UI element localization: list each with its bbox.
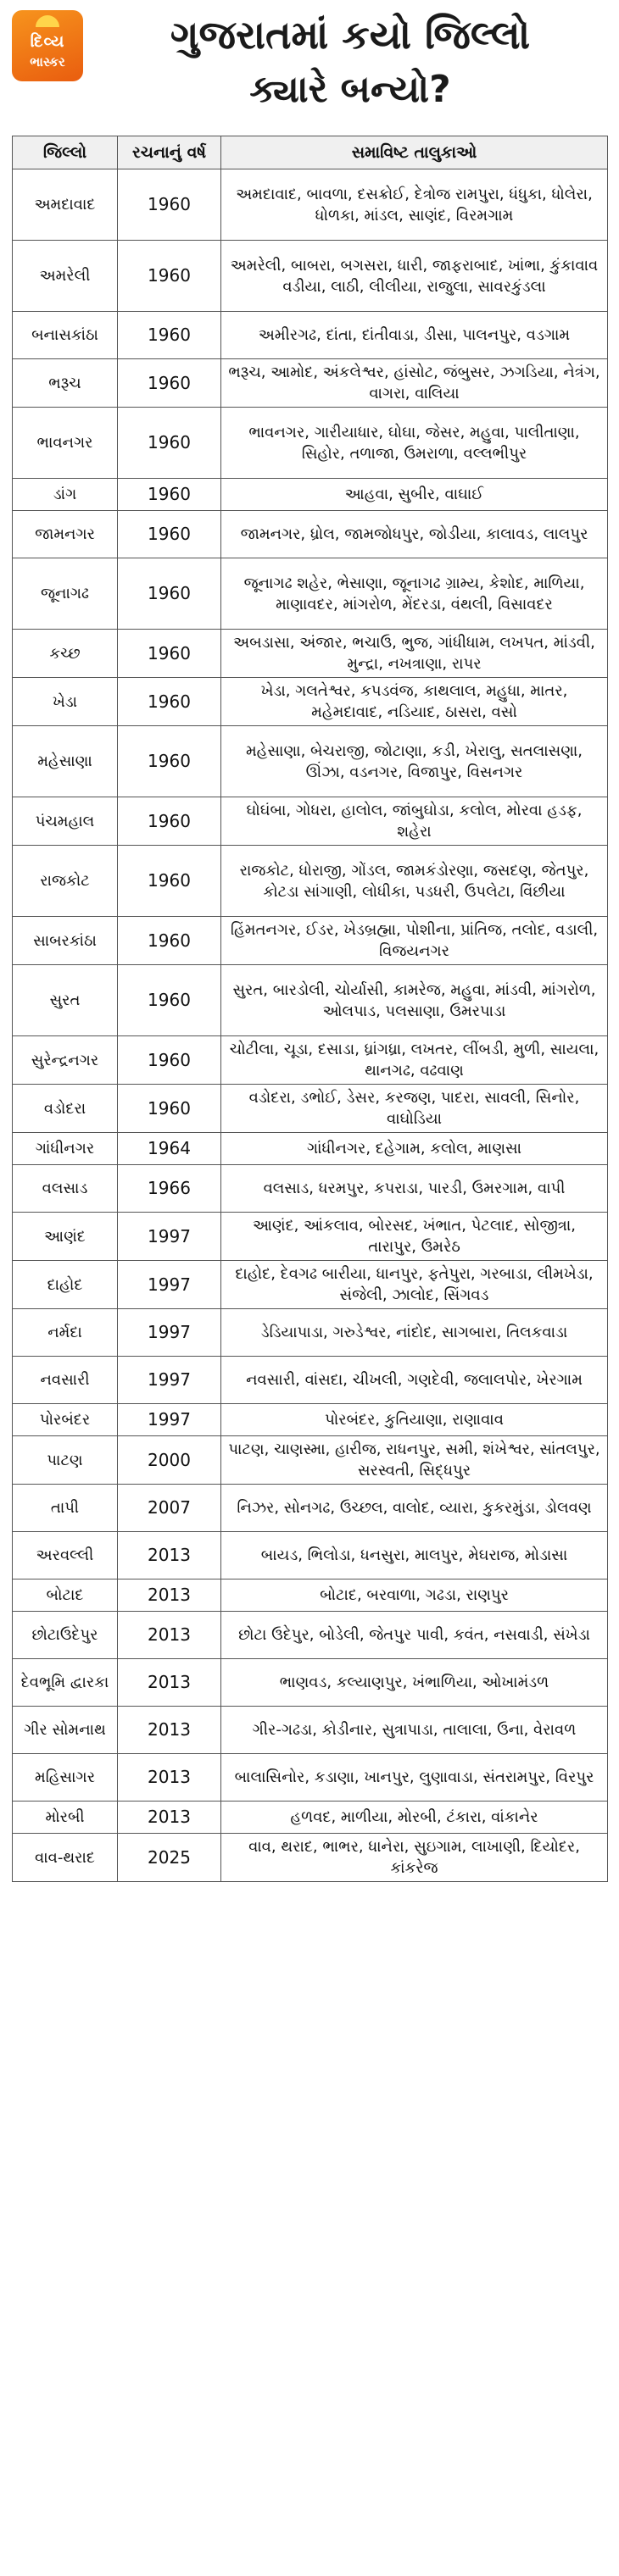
table-row <box>13 1036 608 1085</box>
table-row <box>13 558 608 630</box>
table-row <box>13 1802 608 1834</box>
district-cell: આણંદ <box>13 1213 118 1261</box>
district-cell: ગીર સોમનાથ <box>13 1707 118 1754</box>
district-cell: બોટાદ <box>13 1579 118 1612</box>
year-cell: 2013 <box>118 1579 221 1612</box>
district-cell: વાવ-થરાદ <box>13 1834 118 1882</box>
year-cell: 2013 <box>118 1802 221 1834</box>
year-cell: 2013 <box>118 1659 221 1707</box>
district-cell: જામનગર <box>13 511 118 558</box>
district-cell: વલસાડ <box>13 1165 118 1213</box>
year-cell: 1960 <box>118 726 221 797</box>
district-cell: કચ્છ <box>13 630 118 678</box>
table-row <box>13 312 608 359</box>
year-cell: 1997 <box>118 1404 221 1436</box>
table-row <box>13 1485 608 1532</box>
table-row <box>13 408 608 479</box>
year-cell: 1997 <box>118 1357 221 1404</box>
header <box>0 0 619 127</box>
year-cell: 2007 <box>118 1485 221 1532</box>
year-cell: 1960 <box>118 1036 221 1085</box>
district-cell: ખેડા <box>13 678 118 726</box>
year-cell: 1960 <box>118 965 221 1036</box>
district-cell: સાબરકાંઠા <box>13 917 118 965</box>
page-title-line2: ક્યારે બન્યો? <box>249 68 451 111</box>
year-cell: 1960 <box>118 359 221 408</box>
table-row <box>13 965 608 1036</box>
talukas-cell: ડેડિયાપાડા, ગરુડેશ્વર, નાંદોદ, સાગબારા, તિલકવાડા <box>221 1309 608 1357</box>
year-cell: 1960 <box>118 169 221 241</box>
talukas-cell: બોટાદ, બરવાળા, ગઢડા, રાણપુર <box>221 1579 608 1612</box>
district-cell: ગાંધીનગર <box>13 1133 118 1165</box>
talukas-cell: અબડાસા, અંજાર, ભચાઉ, ભુજ, ગાંધીધામ, લખપત, માંડવી, મુન્દ્રા, નખત્રાણા, રાપર <box>221 630 608 678</box>
district-cell: પાટણ <box>13 1436 118 1485</box>
year-cell: 1964 <box>118 1133 221 1165</box>
talukas-cell: ગાંધીનગર, દહેગામ, કલોલ, માણસા <box>221 1133 608 1165</box>
district-cell: જૂનાગઢ <box>13 558 118 630</box>
column-header-year: રચનાનું વર્ષ <box>118 136 221 169</box>
district-cell: પંચમહાલ <box>13 797 118 846</box>
table-row <box>13 726 608 797</box>
table-row <box>13 1834 608 1882</box>
talukas-cell: આહવા, સુબીર, વાઘાઈ <box>221 479 608 511</box>
year-cell: 2013 <box>118 1612 221 1659</box>
district-cell: તાપી <box>13 1485 118 1532</box>
district-cell: અમરેલી <box>13 241 118 312</box>
talukas-cell: અમીરગઢ, દાંતા, દાંતીવાડા, ડીસા, પાલનપુર, વડગામ <box>221 312 608 359</box>
year-cell: 1960 <box>118 846 221 917</box>
year-cell: 1960 <box>118 511 221 558</box>
table-row <box>13 241 608 312</box>
table-row <box>13 1213 608 1261</box>
table-row <box>13 1754 608 1802</box>
district-cell: અમદાવાદ <box>13 169 118 241</box>
table-body <box>13 169 608 1882</box>
table-row <box>13 1612 608 1659</box>
talukas-cell: રાજકોટ, ધોરાજી, ગોંડલ, જામકંડોરણા, જસદણ, જેતપુર, કોટડા સાંગાણી, લોધીકા, પડધરી, ઉપલેટા, વિંછીયા <box>221 846 608 917</box>
table-row <box>13 511 608 558</box>
table-row <box>13 1085 608 1133</box>
table-row <box>13 169 608 241</box>
talukas-cell: દાહોદ, દેવગઢ બારીયા, ધાનપુર, ફતેપુરા, ગરબાડા, લીમખેડા, સંજેલી, ઝાલોદ, સિંગવડ <box>221 1261 608 1309</box>
year-cell: 1960 <box>118 312 221 359</box>
table-row <box>13 678 608 726</box>
logo-text-line1: દિવ્ય <box>30 32 65 51</box>
talukas-cell: ભાણવડ, કલ્યાણપુર, ખંભાળિયા, ઓખામંડળ <box>221 1659 608 1707</box>
district-cell: પોરબંદર <box>13 1404 118 1436</box>
table-row <box>13 1532 608 1579</box>
year-cell: 1960 <box>118 630 221 678</box>
district-cell: ડાંગ <box>13 479 118 511</box>
table-row <box>13 1309 608 1357</box>
district-cell: વડોદરા <box>13 1085 118 1133</box>
talukas-cell: બાલાસિનોર, કડાણા, ખાનપુર, લુણાવાડા, સંતરામપુર, વિરપુર <box>221 1754 608 1802</box>
district-cell: દેવભૂમિ દ્વારકા <box>13 1659 118 1707</box>
year-cell: 1960 <box>118 797 221 846</box>
year-cell: 1960 <box>118 1085 221 1133</box>
district-cell: ભરૂચ <box>13 359 118 408</box>
talukas-cell: જામનગર, ધ્રોલ, જામજોધપુર, જોડીયા, કાલાવડ, લાલપુર <box>221 511 608 558</box>
year-cell: 2013 <box>118 1532 221 1579</box>
year-cell: 1960 <box>118 479 221 511</box>
year-cell: 2013 <box>118 1707 221 1754</box>
year-cell: 1960 <box>118 917 221 965</box>
column-header-talukas: સમાવિષ્ટ તાલુકાઓ <box>221 136 608 169</box>
talukas-cell: ભાવનગર, ગારીયાધાર, ઘોઘા, જેસર, મહુવા, પાલીતાણા, સિહોર, તળાજા, ઉમરાળા, વલ્લભીપુર <box>221 408 608 479</box>
year-cell: 1960 <box>118 241 221 312</box>
district-cell: મહિસાગર <box>13 1754 118 1802</box>
district-cell: નવસારી <box>13 1357 118 1404</box>
year-cell: 2000 <box>118 1436 221 1485</box>
district-cell: રાજકોટ <box>13 846 118 917</box>
talukas-cell: વાવ, થરાદ, ભાભર, ધાનેરા, સુઇગામ, લાખાણી, દિયોદર, કાંકરેજ <box>221 1834 608 1882</box>
table-row <box>13 479 608 511</box>
talukas-cell: જૂનાગઢ શહેર, ભેસાણા, જૂનાગઢ ગ્રામ્ય, કેશોદ, માળિયા, માણાવદર, માંગરોળ, મેંદરડા, વંથલી, વિસાવદર <box>221 558 608 630</box>
talukas-cell: પોરબંદર, કુતિયાણા, રાણાવાવ <box>221 1404 608 1436</box>
table-row <box>13 917 608 965</box>
year-cell: 2013 <box>118 1754 221 1802</box>
district-cell: મહેસાણા <box>13 726 118 797</box>
talukas-cell: ઘોઘંબા, ગોધરા, હાલોલ, જાંબુઘોડા, કલોલ, મોરવા હડફ, શહેરા <box>221 797 608 846</box>
talukas-cell: મહેસાણા, બેચરાજી, જોટાણા, કડી, ખેરાલુ, સતલાસણા, ઊંઝા, વડનગર, વિજાપુર, વિસનગર <box>221 726 608 797</box>
column-header-district: જિલ્લો <box>13 136 118 169</box>
table-row <box>13 797 608 846</box>
talukas-cell: બાયડ, ભિલોડા, ધનસુરા, માલપુર, મેઘરાજ, મોડાસા <box>221 1532 608 1579</box>
table-row <box>13 1404 608 1436</box>
district-cell: સુરેન્દ્રનગર <box>13 1036 118 1085</box>
district-cell: ભાવનગર <box>13 408 118 479</box>
divya-bhaskar-logo <box>12 10 83 81</box>
talukas-cell: વલસાડ, ધરમપુર, કપરાડા, પારડી, ઉમરગામ, વાપી <box>221 1165 608 1213</box>
talukas-cell: અમરેલી, બાબરા, બગસરા, ધારી, જાફરાબાદ, ખાંભા, કુંકાવાવ વડીયા, લાઠી, લીલીયા, રાજુલા, સાવરકુંડલા <box>221 241 608 312</box>
talukas-cell: હળવદ, માળીયા, મોરબી, ટંકારા, વાંકાનેર <box>221 1802 608 1834</box>
talukas-cell: નવસારી, વાંસદા, ચીખલી, ગણદેવી, જલાલપોર, ખેરગામ <box>221 1357 608 1404</box>
districts-table <box>12 136 608 1882</box>
table-row <box>13 630 608 678</box>
district-cell: મોરબી <box>13 1802 118 1834</box>
year-cell: 1960 <box>118 678 221 726</box>
talukas-cell: ખેડા, ગલતેશ્વર, કપડવંજ, કાથલાલ, મહુધા, માતર, મહેમદાવાદ, નડિયાદ, ઠાસરા, વસો <box>221 678 608 726</box>
talukas-cell: આણંદ, આંકલાવ, બોરસદ, ખંભાત, પેટલાદ, સોજીત્રા, તારાપુર, ઉમરેઠ <box>221 1213 608 1261</box>
district-cell: દાહોદ <box>13 1261 118 1309</box>
talukas-cell: હિંમતનગર, ઈડર, ખેડબ્રહ્મા, પોશીના, પ્રાંતિજ, તલોદ, વડાલી, વિજયનગર <box>221 917 608 965</box>
talukas-cell: નિઝર, સોનગઢ, ઉચ્છલ, વાલોદ, વ્યારા, કુકરમુંડા, ડોલવણ <box>221 1485 608 1532</box>
table-header-row <box>13 136 608 169</box>
table-row <box>13 1261 608 1309</box>
talukas-cell: છોટા ઉદેપુર, બોડેલી, જેતપુર પાવી, કવંત, નસવાડી, સંખેડા <box>221 1612 608 1659</box>
year-cell: 1997 <box>118 1213 221 1261</box>
year-cell: 1960 <box>118 408 221 479</box>
table-row <box>13 1165 608 1213</box>
talukas-cell: સુરત, બારડોલી, ચોર્યાસી, કામરેજ, મહુવા, માંડવી, માંગરોળ, ઓલપાડ, પલસાણા, ઉમરપાડા <box>221 965 608 1036</box>
talukas-cell: ભરૂચ, આમોદ, અંકલેશ્વર, હાંસોટ, જંબુસર, ઝગડિયા, નેત્રંગ, વાગરા, વાલિયા <box>221 359 608 408</box>
table-row <box>13 359 608 408</box>
page-title-line1: ગુજરાતમાં કયો જિલ્લો <box>170 12 531 58</box>
talukas-cell: ચોટીલા, ચૂડા, દસાડા, ધ્રાંગધ્રા, લખતર, લીંબડી, મુળી, સાયલા, થાનગઢ, વઢવાણ <box>221 1036 608 1085</box>
talukas-cell: અમદાવાદ, બાવળા, દસક્રોઈ, દેત્રોજ રામપુરા, ધંધુકા, ધોલેરા, ધોળકા, માંડલ, સાણંદ, વિરમગામ <box>221 169 608 241</box>
talukas-cell: ગીર-ગઢડા, કોડીનાર, સુત્રાપાડા, તાલાલા, ઉના, વેરાવળ <box>221 1707 608 1754</box>
talukas-cell: વડોદરા, ડભોઈ, ડેસર, કરજણ, પાદરા, સાવલી, સિનોર, વાઘોડિયા <box>221 1085 608 1133</box>
district-cell: બનાસકાંઠા <box>13 312 118 359</box>
year-cell: 1960 <box>118 558 221 630</box>
year-cell: 1997 <box>118 1309 221 1357</box>
table-row <box>13 1436 608 1485</box>
table-row <box>13 846 608 917</box>
table-row <box>13 1659 608 1707</box>
year-cell: 1997 <box>118 1261 221 1309</box>
year-cell: 2025 <box>118 1834 221 1882</box>
district-cell: છોટાઉદેપુર <box>13 1612 118 1659</box>
year-cell: 1966 <box>118 1165 221 1213</box>
table-row <box>13 1707 608 1754</box>
sun-icon <box>36 15 59 27</box>
table-row <box>13 1133 608 1165</box>
table-row <box>13 1357 608 1404</box>
logo-text-line2: ભાસ્કર <box>30 54 65 69</box>
district-cell: નર્મદા <box>13 1309 118 1357</box>
table-row <box>13 1579 608 1612</box>
district-cell: સુરત <box>13 965 118 1036</box>
district-cell: અરવલ્લી <box>13 1532 118 1579</box>
talukas-cell: પાટણ, ચાણસ્મા, હારીજ, રાધનપુર, સમી, શંખેશ્વર, સાંતલપુર, સરસ્વતી, સિદ્ધપુર <box>221 1436 608 1485</box>
